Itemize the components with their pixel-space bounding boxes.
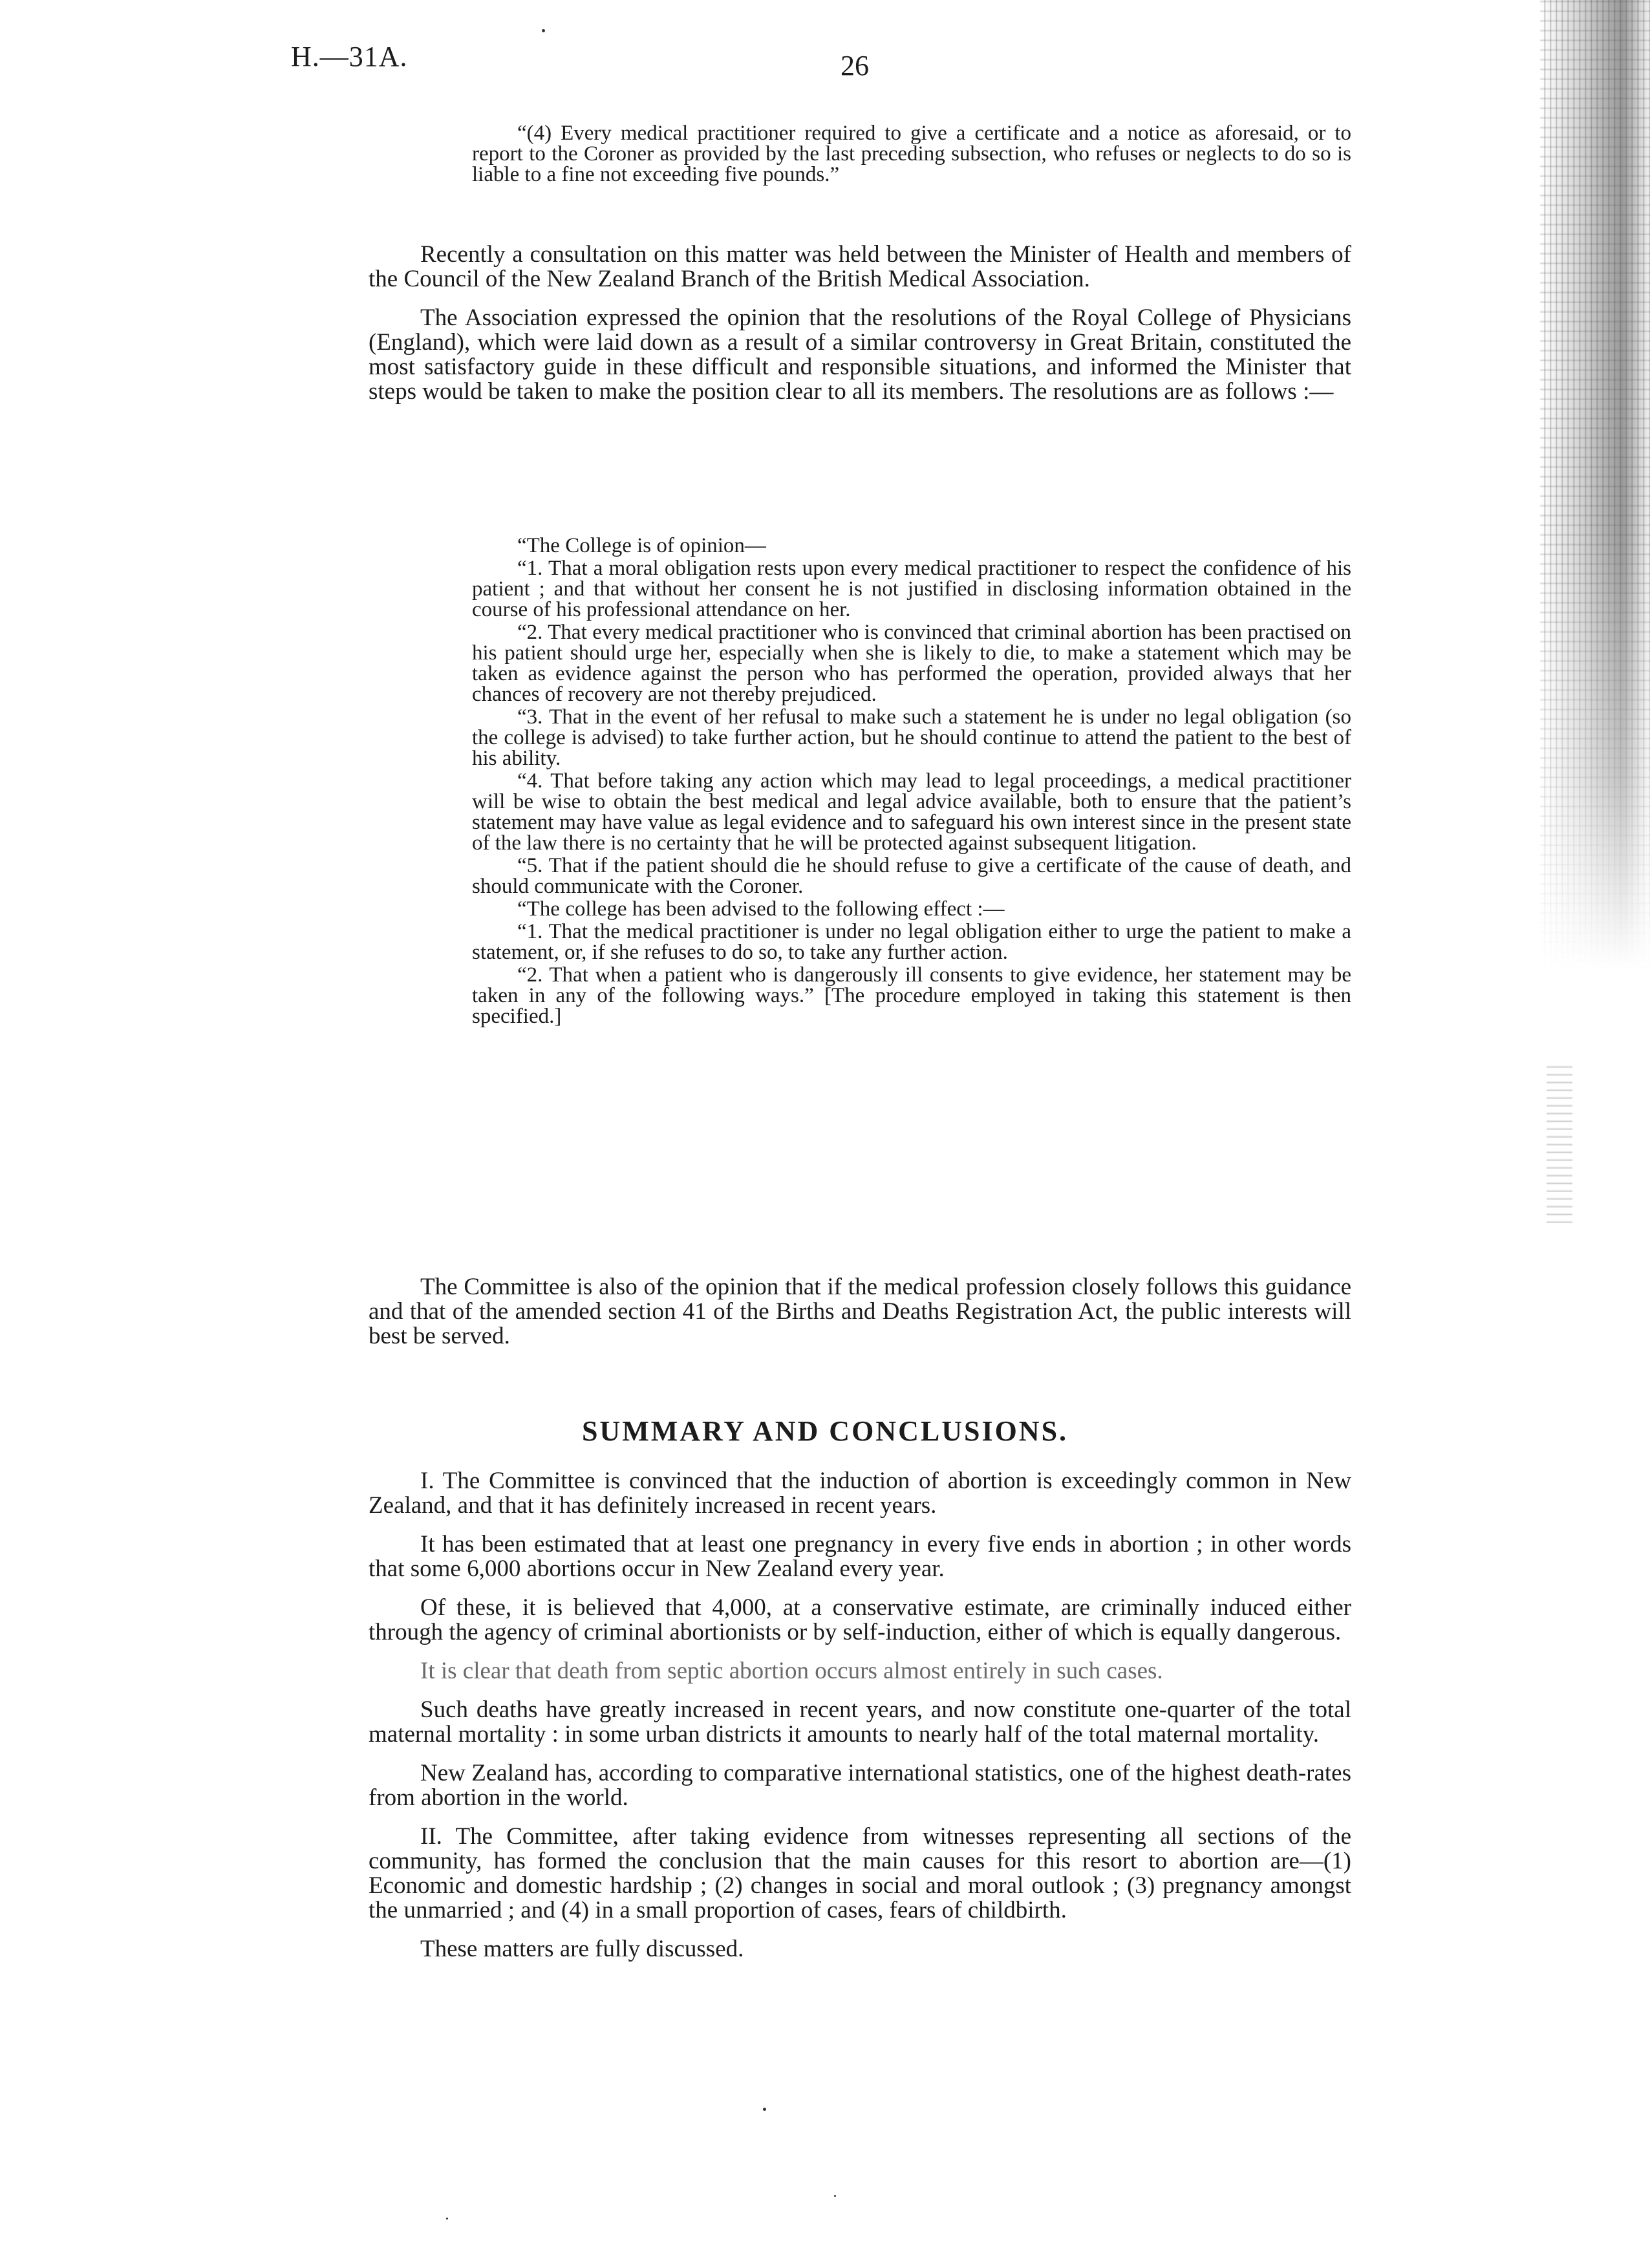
resolution-item: “5. That if the patient should die he should refuse to give a certificate of the cause of death, and should communicate with the Coroner. [472,854,1351,898]
document-reference: H.—31A. [291,41,408,72]
resolution-item: “2. That every medical practitioner who is convinced that criminal abortion has been practised on his patient should urge her, especially when she is likely to die, to make a statement which may be taken as evidence against the person who has performed the operation, provided always that her chances of recovery are not thereby prejudiced. [472,621,1351,706]
paragraph: Recently a consultation on this matter was held between the Minister of Health and members of the Council of the New Zealand Branch of the British Medical Association. [369,241,1351,292]
resolution-item: “2. That when a patient who is dangerously ill consents to give evidence, her statement may be taken in any of the following ways.” [The procedure employed in taking this statement is then specified.] [472,963,1351,1028]
paragraph: These matters are fully discussed. [420,1936,744,1962]
scan-speck [542,29,545,32]
scan-speck [763,2108,766,2111]
paragraph: It is clear that death from septic abortion occurs almost entirely in such cases. [420,1658,1163,1684]
section-heading: SUMMARY AND CONCLUSIONS. [581,1415,1069,1447]
resolution-item: “1. That the medical practitioner is under no legal obligation either to urge the patient to make a statement, or, if she refuses to do so, to take any further action. [472,920,1351,964]
scan-speck [834,2195,836,2197]
resolution-item: “3. That in the event of her refusal to make such a statement he is under no legal obligation (so the college is advised) to take further action, but he should continue to attend the patient to the best of his ability. [472,705,1351,770]
scan-edge-shadow [1540,0,1650,970]
resolutions-list [472,535,1351,1029]
paragraph: New Zealand has, according to comparative international statistics, one of the highest death-rates from abortion in the world. [369,1760,1351,1811]
page-number: 26 [841,50,869,81]
intro-paragraphs [369,242,1351,418]
resolution-item: “1. That a moral obligation rests upon every medical practitioner to respect the confidence of his patient ; and that without her consent he is not justified in disclosing information obtained in the course of his professional attendance on her. [472,557,1351,621]
quote-text: “(4) Every medical practitioner required to give a certificate and a notice as aforesaid, or to report to the Coroner as provided by the last preceding subsection, who refuses or neglects to do so is liable to a fine not exceeding five pounds.” [472,122,1351,186]
scan-edge-marks [1547,1060,1572,1228]
scan-speck [446,2218,448,2220]
paragraph: It has been estimated that at least one pregnancy in every five ends in abortion ; in other words that some 6,000 abortions occur in New Zealand every year. [369,1531,1351,1582]
quoted-subsection [472,123,1351,187]
paragraph: Of these, it is believed that 4,000, at a conservative estimate, are criminally induced either through the agency of criminal abortionists or by self-induction, either of which is equally dangerous. [369,1594,1351,1645]
resolution-item: “The college has been advised to the following effect :— [517,897,1005,921]
committee-opinion-block [369,1275,1351,1363]
paragraph: I. The Committee is convinced that the induction of abortion is exceedingly common in New Zealand, and that it has definitely increased in recent years. [369,1468,1351,1519]
resolution-item: “The College is of opinion— [517,534,766,557]
paragraph: The Committee is also of the opinion that if the medical profession closely follows this guidance and that of the amended section 41 of the Births and Deaths Registration Act, the public interests will best be served. [369,1274,1351,1349]
summary-paragraphs [369,1469,1351,1976]
paragraph: II. The Committee, after taking evidence from witnesses representing all sections of the community, has formed the conclusion that the main causes for this resort to abortion are—(1) Economic and domestic hardship ; (2) changes in social and moral outlook ; (3) pregnancy amongst the unmarried ; and (4) in a small proportion of cases, fears of childbirth. [369,1823,1351,1923]
resolution-item: “4. That before taking any action which may lead to legal proceedings, a medical practitioner will be wise to obtain the best medical and legal advice available, both to ensure that the patient’s statement may have value as legal evidence and to safeguard his own interest since in the present state of the law there is no certainty that he will be protected against subsequent litigation. [472,769,1351,855]
paragraph: Such deaths have greatly increased in recent years, and now constitute one-quarter of the total maternal mortality : in some urban districts it amounts to nearly half of the total maternal mortality. [369,1696,1351,1748]
paragraph: The Association expressed the opinion that the resolutions of the Royal College of Physicians (England), which were laid down as a result of a similar controversy in Great Britain, constituted the most satisfactory guide in these difficult and responsible situations, and informed the Minister that steps would be taken to make the position clear to all its members. The resolutions are as follows :— [369,305,1351,405]
